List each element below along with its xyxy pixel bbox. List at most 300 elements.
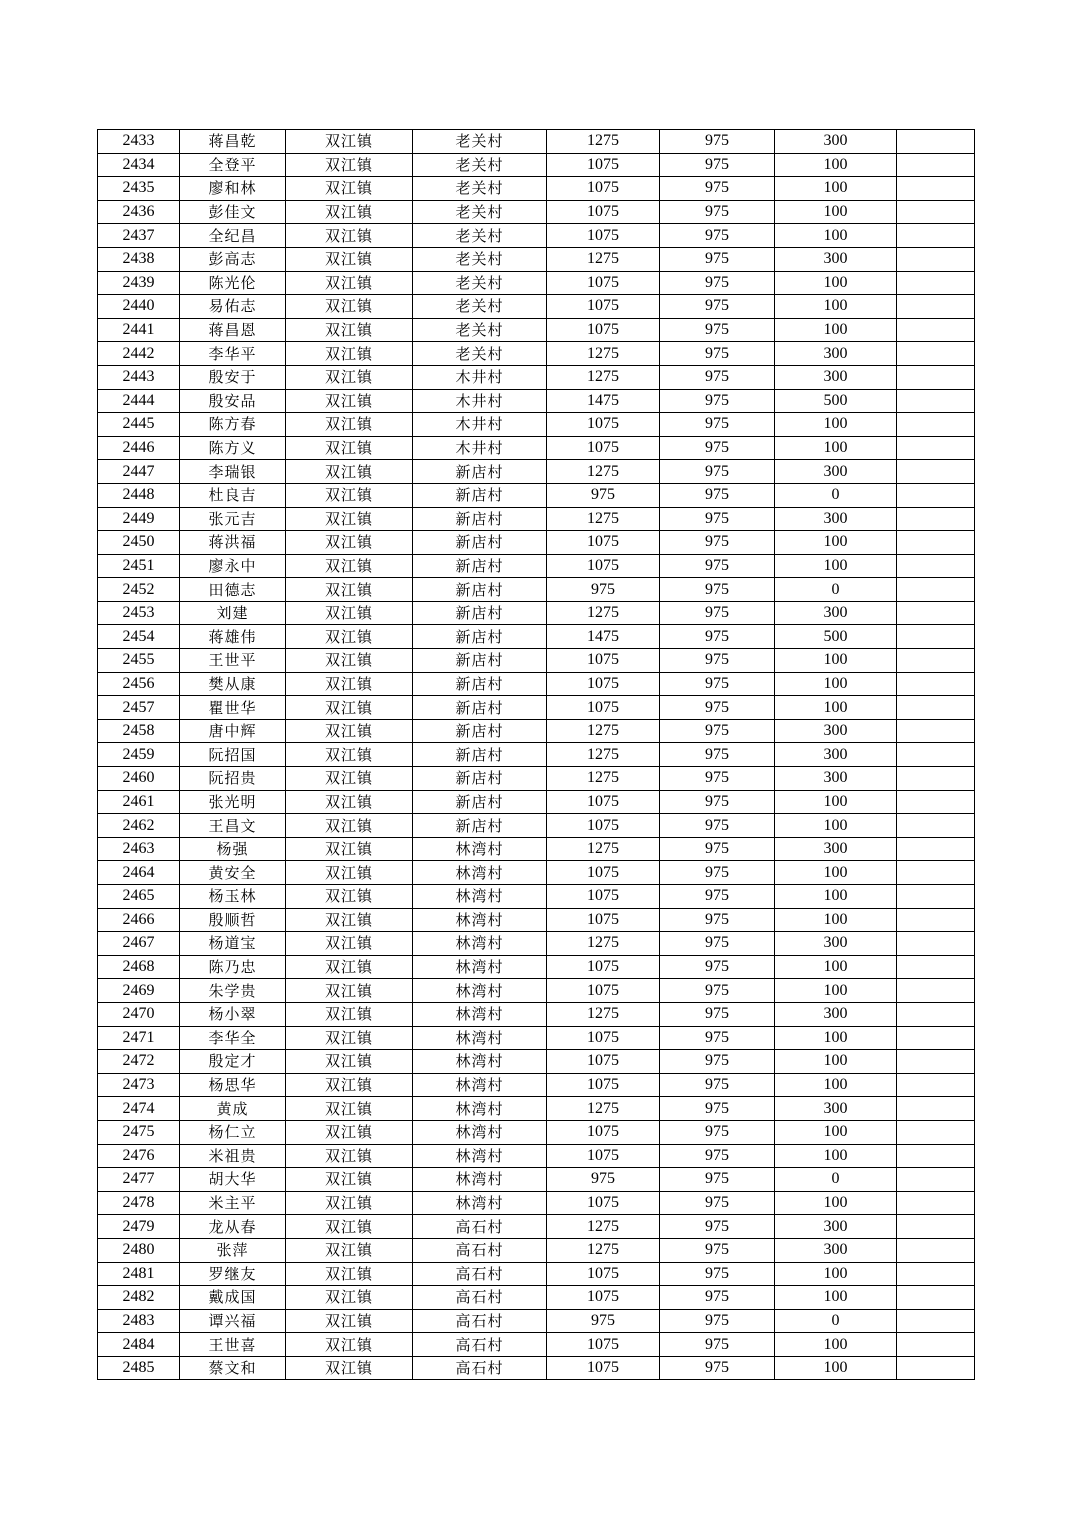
cell-amount-base: 975 [660, 318, 775, 342]
table-row [98, 767, 975, 791]
cell-amount-diff: 100 [775, 1120, 897, 1144]
cell-town: 双江镇 [286, 861, 413, 885]
cell-remark [897, 719, 975, 743]
cell-amount-total: 1475 [547, 625, 660, 649]
cell-amount-base: 975 [660, 247, 775, 271]
cell-amount-total: 1075 [547, 861, 660, 885]
cell-name: 杨玉林 [180, 885, 286, 909]
cell-amount-diff: 100 [775, 177, 897, 201]
cell-village: 老关村 [413, 271, 547, 295]
table-row [98, 389, 975, 413]
cell-id: 2477 [98, 1168, 180, 1192]
cell-amount-total: 1275 [547, 767, 660, 791]
cell-amount-total: 1275 [547, 932, 660, 956]
cell-name: 田德志 [180, 578, 286, 602]
cell-town: 双江镇 [286, 1120, 413, 1144]
cell-amount-base: 975 [660, 1238, 775, 1262]
cell-town: 双江镇 [286, 767, 413, 791]
cell-amount-diff: 100 [775, 1333, 897, 1357]
cell-village: 林湾村 [413, 837, 547, 861]
cell-id: 2484 [98, 1333, 180, 1357]
table-row [98, 696, 975, 720]
cell-remark [897, 1050, 975, 1074]
cell-id: 2453 [98, 601, 180, 625]
cell-village: 林湾村 [413, 979, 547, 1003]
cell-remark [897, 1191, 975, 1215]
cell-name: 王昌文 [180, 814, 286, 838]
cell-name: 彭高志 [180, 247, 286, 271]
cell-amount-diff: 500 [775, 389, 897, 413]
cell-village: 新店村 [413, 790, 547, 814]
cell-village: 老关村 [413, 200, 547, 224]
cell-village: 林湾村 [413, 932, 547, 956]
cell-name: 殷定才 [180, 1050, 286, 1074]
cell-village: 林湾村 [413, 861, 547, 885]
cell-amount-diff: 300 [775, 1097, 897, 1121]
cell-amount-diff: 100 [775, 1144, 897, 1168]
cell-town: 双江镇 [286, 955, 413, 979]
cell-village: 林湾村 [413, 1026, 547, 1050]
cell-town: 双江镇 [286, 885, 413, 909]
cell-amount-base: 975 [660, 625, 775, 649]
cell-village: 新店村 [413, 719, 547, 743]
cell-amount-diff: 100 [775, 413, 897, 437]
cell-amount-diff: 100 [775, 295, 897, 319]
cell-remark [897, 389, 975, 413]
cell-amount-diff: 300 [775, 247, 897, 271]
cell-village: 新店村 [413, 814, 547, 838]
cell-remark [897, 790, 975, 814]
cell-amount-base: 975 [660, 743, 775, 767]
cell-id: 2468 [98, 955, 180, 979]
cell-town: 双江镇 [286, 1002, 413, 1026]
cell-amount-base: 975 [660, 460, 775, 484]
table-row [98, 625, 975, 649]
cell-name: 殷顺哲 [180, 908, 286, 932]
cell-name: 米主平 [180, 1191, 286, 1215]
cell-id: 2464 [98, 861, 180, 885]
cell-amount-base: 975 [660, 436, 775, 460]
cell-name: 龙从春 [180, 1215, 286, 1239]
cell-id: 2475 [98, 1120, 180, 1144]
cell-remark [897, 318, 975, 342]
table-row [98, 955, 975, 979]
cell-id: 2437 [98, 224, 180, 248]
cell-remark [897, 365, 975, 389]
cell-amount-base: 975 [660, 1356, 775, 1380]
cell-amount-diff: 0 [775, 483, 897, 507]
cell-town: 双江镇 [286, 1286, 413, 1310]
cell-id: 2480 [98, 1238, 180, 1262]
cell-amount-diff: 100 [775, 153, 897, 177]
cell-name: 蒋雄伟 [180, 625, 286, 649]
cell-id: 2439 [98, 271, 180, 295]
table-row [98, 578, 975, 602]
cell-town: 双江镇 [286, 696, 413, 720]
cell-village: 新店村 [413, 696, 547, 720]
table-row [98, 1262, 975, 1286]
cell-name: 杨小翠 [180, 1002, 286, 1026]
table-row [98, 1286, 975, 1310]
cell-name: 张光明 [180, 790, 286, 814]
cell-amount-total: 1275 [547, 342, 660, 366]
cell-remark [897, 1356, 975, 1380]
cell-amount-total: 1075 [547, 790, 660, 814]
cell-id: 2467 [98, 932, 180, 956]
cell-id: 2447 [98, 460, 180, 484]
table-row [98, 1333, 975, 1357]
cell-amount-base: 975 [660, 790, 775, 814]
table-row [98, 1168, 975, 1192]
cell-remark [897, 342, 975, 366]
cell-remark [897, 1286, 975, 1310]
cell-name: 全纪昌 [180, 224, 286, 248]
cell-name: 王世喜 [180, 1333, 286, 1357]
cell-village: 林湾村 [413, 1144, 547, 1168]
cell-amount-base: 975 [660, 130, 775, 154]
cell-name: 陈方义 [180, 436, 286, 460]
cell-town: 双江镇 [286, 389, 413, 413]
cell-village: 高石村 [413, 1286, 547, 1310]
cell-town: 双江镇 [286, 531, 413, 555]
cell-amount-base: 975 [660, 342, 775, 366]
cell-amount-base: 975 [660, 1050, 775, 1074]
cell-amount-diff: 100 [775, 908, 897, 932]
cell-name: 陈方春 [180, 413, 286, 437]
cell-amount-total: 1075 [547, 200, 660, 224]
cell-town: 双江镇 [286, 908, 413, 932]
table-row [98, 413, 975, 437]
cell-name: 王世平 [180, 649, 286, 673]
cell-amount-total: 1075 [547, 1333, 660, 1357]
cell-remark [897, 1168, 975, 1192]
cell-name: 陈光伦 [180, 271, 286, 295]
cell-id: 2485 [98, 1356, 180, 1380]
cell-amount-base: 975 [660, 1002, 775, 1026]
cell-name: 阮招贵 [180, 767, 286, 791]
cell-amount-base: 975 [660, 200, 775, 224]
cell-id: 2461 [98, 790, 180, 814]
cell-name: 戴成国 [180, 1286, 286, 1310]
cell-amount-base: 975 [660, 1262, 775, 1286]
cell-remark [897, 531, 975, 555]
cell-id: 2457 [98, 696, 180, 720]
cell-remark [897, 483, 975, 507]
table-row [98, 908, 975, 932]
cell-village: 高石村 [413, 1356, 547, 1380]
cell-amount-diff: 300 [775, 1002, 897, 1026]
cell-amount-diff: 100 [775, 696, 897, 720]
cell-id: 2434 [98, 153, 180, 177]
cell-name: 李瑞银 [180, 460, 286, 484]
cell-amount-base: 975 [660, 861, 775, 885]
cell-remark [897, 1097, 975, 1121]
table-row [98, 790, 975, 814]
cell-remark [897, 979, 975, 1003]
cell-village: 新店村 [413, 554, 547, 578]
cell-amount-total: 1075 [547, 318, 660, 342]
cell-amount-total: 1275 [547, 1097, 660, 1121]
cell-id: 2451 [98, 554, 180, 578]
cell-name: 陈乃忠 [180, 955, 286, 979]
cell-amount-total: 1275 [547, 130, 660, 154]
cell-village: 老关村 [413, 177, 547, 201]
cell-village: 高石村 [413, 1262, 547, 1286]
table-row [98, 672, 975, 696]
cell-remark [897, 625, 975, 649]
cell-id: 2444 [98, 389, 180, 413]
cell-amount-base: 975 [660, 271, 775, 295]
table-row [98, 531, 975, 555]
cell-amount-diff: 100 [775, 955, 897, 979]
cell-amount-diff: 100 [775, 1050, 897, 1074]
cell-id: 2449 [98, 507, 180, 531]
cell-town: 双江镇 [286, 837, 413, 861]
cell-village: 林湾村 [413, 1120, 547, 1144]
table-row [98, 837, 975, 861]
table-row [98, 365, 975, 389]
cell-amount-total: 1075 [547, 224, 660, 248]
cell-id: 2472 [98, 1050, 180, 1074]
cell-town: 双江镇 [286, 979, 413, 1003]
cell-remark [897, 1144, 975, 1168]
cell-amount-base: 975 [660, 389, 775, 413]
cell-town: 双江镇 [286, 1238, 413, 1262]
cell-amount-base: 975 [660, 814, 775, 838]
cell-id: 2482 [98, 1286, 180, 1310]
cell-id: 2459 [98, 743, 180, 767]
cell-village: 高石村 [413, 1333, 547, 1357]
cell-id: 2463 [98, 837, 180, 861]
cell-amount-diff: 100 [775, 790, 897, 814]
cell-village: 林湾村 [413, 908, 547, 932]
table-body [98, 130, 975, 1380]
cell-amount-total: 1275 [547, 247, 660, 271]
cell-id: 2469 [98, 979, 180, 1003]
cell-amount-diff: 300 [775, 719, 897, 743]
cell-amount-base: 975 [660, 719, 775, 743]
cell-amount-base: 975 [660, 1144, 775, 1168]
cell-amount-diff: 300 [775, 932, 897, 956]
cell-remark [897, 247, 975, 271]
cell-amount-total: 1075 [547, 531, 660, 555]
cell-amount-diff: 100 [775, 318, 897, 342]
cell-id: 2456 [98, 672, 180, 696]
cell-amount-base: 975 [660, 295, 775, 319]
cell-amount-diff: 0 [775, 1168, 897, 1192]
cell-id: 2483 [98, 1309, 180, 1333]
cell-id: 2446 [98, 436, 180, 460]
cell-town: 双江镇 [286, 200, 413, 224]
table-row [98, 507, 975, 531]
table-row [98, 1144, 975, 1168]
cell-name: 殷安品 [180, 389, 286, 413]
cell-amount-diff: 100 [775, 1073, 897, 1097]
cell-town: 双江镇 [286, 271, 413, 295]
cell-amount-base: 975 [660, 979, 775, 1003]
cell-amount-base: 975 [660, 1026, 775, 1050]
cell-id: 2442 [98, 342, 180, 366]
table-row [98, 554, 975, 578]
cell-id: 2474 [98, 1097, 180, 1121]
cell-town: 双江镇 [286, 719, 413, 743]
cell-amount-diff: 100 [775, 531, 897, 555]
cell-remark [897, 1262, 975, 1286]
table-row [98, 1309, 975, 1333]
table-row [98, 1073, 975, 1097]
cell-village: 老关村 [413, 342, 547, 366]
cell-name: 朱学贵 [180, 979, 286, 1003]
cell-amount-base: 975 [660, 601, 775, 625]
cell-village: 老关村 [413, 318, 547, 342]
cell-amount-diff: 100 [775, 271, 897, 295]
table-row [98, 1215, 975, 1239]
cell-amount-diff: 100 [775, 1262, 897, 1286]
cell-village: 林湾村 [413, 1191, 547, 1215]
cell-id: 2433 [98, 130, 180, 154]
cell-amount-total: 1075 [547, 814, 660, 838]
cell-town: 双江镇 [286, 247, 413, 271]
cell-name: 李华平 [180, 342, 286, 366]
table-row [98, 247, 975, 271]
cell-remark [897, 460, 975, 484]
cell-village: 新店村 [413, 601, 547, 625]
table-row [98, 177, 975, 201]
table-row [98, 979, 975, 1003]
cell-village: 高石村 [413, 1238, 547, 1262]
cell-village: 老关村 [413, 130, 547, 154]
cell-town: 双江镇 [286, 295, 413, 319]
cell-id: 2452 [98, 578, 180, 602]
cell-town: 双江镇 [286, 814, 413, 838]
cell-id: 2454 [98, 625, 180, 649]
table-row [98, 719, 975, 743]
cell-amount-total: 1075 [547, 696, 660, 720]
cell-amount-diff: 300 [775, 1215, 897, 1239]
cell-village: 老关村 [413, 153, 547, 177]
cell-name: 蒋洪福 [180, 531, 286, 555]
cell-amount-base: 975 [660, 1286, 775, 1310]
cell-remark [897, 130, 975, 154]
cell-amount-total: 1275 [547, 743, 660, 767]
cell-village: 林湾村 [413, 885, 547, 909]
cell-town: 双江镇 [286, 601, 413, 625]
cell-amount-total: 1275 [547, 719, 660, 743]
cell-town: 双江镇 [286, 1026, 413, 1050]
cell-name: 彭佳文 [180, 200, 286, 224]
cell-village: 老关村 [413, 295, 547, 319]
cell-remark [897, 837, 975, 861]
cell-amount-base: 975 [660, 908, 775, 932]
cell-town: 双江镇 [286, 1073, 413, 1097]
cell-name: 张元吉 [180, 507, 286, 531]
cell-amount-diff: 100 [775, 1356, 897, 1380]
table-row [98, 885, 975, 909]
cell-village: 老关村 [413, 247, 547, 271]
cell-id: 2473 [98, 1073, 180, 1097]
cell-town: 双江镇 [286, 1262, 413, 1286]
table-row [98, 649, 975, 673]
cell-amount-base: 975 [660, 153, 775, 177]
cell-town: 双江镇 [286, 413, 413, 437]
table-row [98, 153, 975, 177]
cell-name: 蔡文和 [180, 1356, 286, 1380]
cell-amount-base: 975 [660, 1073, 775, 1097]
cell-name: 易佑志 [180, 295, 286, 319]
cell-amount-base: 975 [660, 885, 775, 909]
cell-remark [897, 861, 975, 885]
cell-town: 双江镇 [286, 578, 413, 602]
cell-name: 唐中辉 [180, 719, 286, 743]
cell-remark [897, 1002, 975, 1026]
cell-name: 廖和林 [180, 177, 286, 201]
cell-remark [897, 672, 975, 696]
table-row [98, 932, 975, 956]
cell-town: 双江镇 [286, 1215, 413, 1239]
table-row [98, 200, 975, 224]
cell-town: 双江镇 [286, 507, 413, 531]
cell-town: 双江镇 [286, 1097, 413, 1121]
cell-amount-diff: 100 [775, 1286, 897, 1310]
cell-amount-diff: 300 [775, 767, 897, 791]
cell-town: 双江镇 [286, 1333, 413, 1357]
cell-amount-diff: 300 [775, 130, 897, 154]
cell-amount-total: 1475 [547, 389, 660, 413]
cell-town: 双江镇 [286, 153, 413, 177]
cell-remark [897, 649, 975, 673]
cell-name: 罗继友 [180, 1262, 286, 1286]
cell-village: 新店村 [413, 625, 547, 649]
cell-village: 林湾村 [413, 1002, 547, 1026]
cell-amount-total: 1275 [547, 1002, 660, 1026]
cell-amount-diff: 0 [775, 578, 897, 602]
cell-amount-diff: 100 [775, 554, 897, 578]
cell-id: 2441 [98, 318, 180, 342]
cell-amount-diff: 300 [775, 1238, 897, 1262]
cell-remark [897, 436, 975, 460]
cell-village: 老关村 [413, 224, 547, 248]
cell-id: 2479 [98, 1215, 180, 1239]
cell-amount-total: 975 [547, 1168, 660, 1192]
cell-amount-diff: 300 [775, 365, 897, 389]
cell-amount-total: 1075 [547, 955, 660, 979]
table-row [98, 271, 975, 295]
cell-amount-total: 1275 [547, 1238, 660, 1262]
table-row [98, 1050, 975, 1074]
cell-amount-base: 975 [660, 1191, 775, 1215]
cell-amount-base: 975 [660, 696, 775, 720]
cell-amount-total: 1275 [547, 601, 660, 625]
cell-amount-total: 1075 [547, 554, 660, 578]
cell-amount-total: 1075 [547, 1356, 660, 1380]
cell-amount-diff: 100 [775, 861, 897, 885]
cell-remark [897, 554, 975, 578]
cell-town: 双江镇 [286, 318, 413, 342]
cell-town: 双江镇 [286, 554, 413, 578]
cell-amount-diff: 100 [775, 649, 897, 673]
cell-id: 2466 [98, 908, 180, 932]
cell-amount-base: 975 [660, 1168, 775, 1192]
cell-town: 双江镇 [286, 460, 413, 484]
cell-name: 瞿世华 [180, 696, 286, 720]
cell-remark [897, 224, 975, 248]
cell-id: 2438 [98, 247, 180, 271]
cell-id: 2476 [98, 1144, 180, 1168]
cell-village: 新店村 [413, 578, 547, 602]
cell-amount-total: 1275 [547, 837, 660, 861]
cell-amount-diff: 0 [775, 1309, 897, 1333]
cell-village: 林湾村 [413, 955, 547, 979]
